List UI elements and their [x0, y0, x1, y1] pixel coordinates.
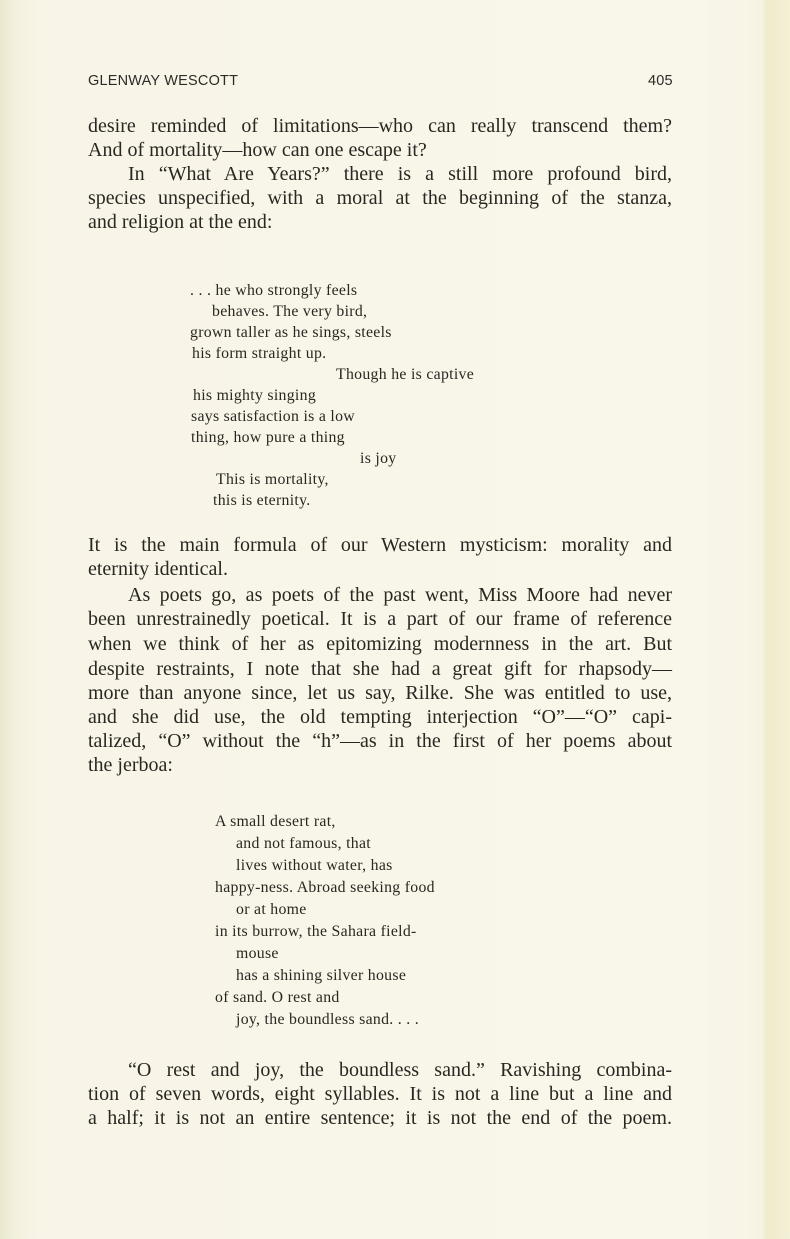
- text-line: when we think of her as epitomizing modernness in the art. But: [88, 633, 672, 655]
- verse-line: says satisfaction is a low: [191, 408, 355, 425]
- text-line: It is the main formula of our Western mysticism: morality and: [88, 534, 672, 556]
- verse-line: has a shining silver house: [236, 967, 407, 984]
- verse-line: mouse: [236, 945, 279, 962]
- verse-line: or at home: [236, 901, 307, 918]
- verse-line: his form straight up.: [192, 345, 327, 362]
- text-line: talized, “O” without the “h”—as in the first of her poems about: [88, 730, 672, 752]
- verse-line: his mighty singing: [193, 387, 317, 404]
- verse-line: in its burrow, the Sahara field-: [215, 923, 417, 940]
- text-line: been unrestrainedly poetical. It is a part of our frame of reference: [88, 608, 672, 630]
- text-line: And of mortality—how can one escape it?: [88, 139, 427, 161]
- verse-line: Though he is captive: [336, 366, 475, 383]
- text-line: desire reminded of limitations—who can really transcend them?: [88, 115, 672, 137]
- page-number: 405: [648, 73, 673, 89]
- verse-line: of sand. O rest and: [215, 989, 340, 1006]
- text-line: tion of seven words, eight syllables. It is not a line but a line and: [88, 1083, 672, 1105]
- verse-line: behaves. The very bird,: [212, 303, 368, 320]
- text-line: the jerboa:: [88, 754, 173, 776]
- text-line: “O rest and joy, the boundless sand.” Ravishing combina-: [128, 1059, 672, 1081]
- verse-line: lives without water, has: [236, 857, 393, 874]
- verse-line: happy-ness. Abroad seeking food: [215, 879, 435, 896]
- verse-line: and not famous, that: [236, 835, 371, 852]
- text-line: and religion at the end:: [88, 211, 273, 233]
- running-title: GLENWAY WESCOTT: [88, 73, 239, 89]
- verse-line: grown taller as he sings, steels: [190, 324, 392, 341]
- verse-line: thing, how pure a thing: [191, 429, 345, 446]
- verse-line: is joy: [360, 450, 397, 467]
- verse-line: This is mortality,: [216, 471, 329, 488]
- text-line: more than anyone since, let us say, Rilke. She was entitled to use,: [88, 682, 672, 704]
- verse-line: joy, the boundless sand. . . .: [236, 1011, 420, 1028]
- verse-line: . . . he who strongly feels: [190, 282, 358, 299]
- text-line: As poets go, as poets of the past went, Miss Moore had never: [128, 584, 672, 606]
- text-line: and she did use, the old tempting interjection “O”—“O” capi-: [88, 706, 672, 728]
- verse-line: A small desert rat,: [215, 813, 336, 830]
- text-line: a half; it is not an entire sentence; it is not the end of the poem.: [88, 1107, 672, 1129]
- text-line: species unspecified, with a moral at the beginning of the stanza,: [88, 187, 672, 209]
- text-line: despite restraints, I note that she had a great gift for rhapsody—: [88, 658, 672, 680]
- verse-line: this is eternity.: [213, 492, 311, 509]
- text-line: In “What Are Years?” there is a still more profound bird,: [128, 163, 672, 185]
- text-line: eternity identical.: [88, 558, 228, 580]
